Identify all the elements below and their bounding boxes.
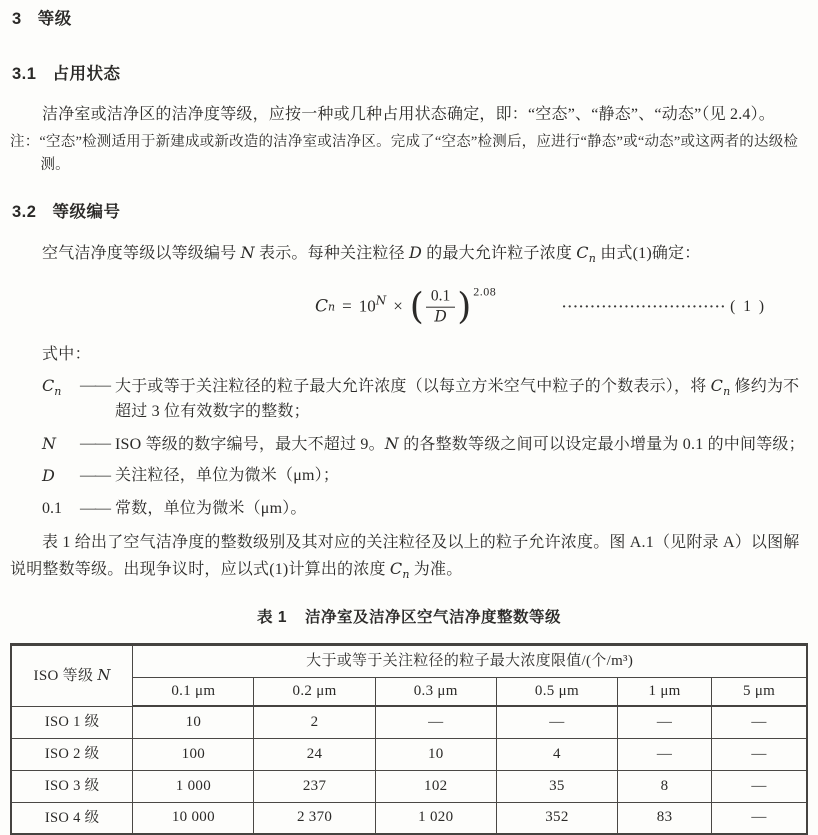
section-3-1-number: 3.1: [12, 64, 37, 83]
section-3-2-title: 等级编号: [52, 203, 121, 222]
table-cell: 1 020: [375, 802, 496, 834]
table-caption-label: 表 1: [257, 609, 287, 627]
table-cell: 2 370: [254, 802, 375, 834]
table-cell: 102: [375, 770, 496, 802]
leader-dots: ·····························: [561, 300, 727, 316]
definition-row-01: [42, 497, 808, 522]
column-header-0-2um: 0.2 μm: [254, 677, 375, 706]
table-cell: —: [712, 706, 807, 738]
paragraph-occupancy-states: 洁净室或洁净区的洁净度等级，应按一种或几种占用状态确定，即：“空态”、“静态”、“动态”（见 2.4）。: [42, 105, 776, 123]
note-text: “空态”检测适用于新建成或新改造的洁净室或洁净区。完成了“空态”检测后，应进行“静态”或“动态”或这两者的达级检测。: [39, 134, 799, 174]
multiply-sign: ×: [393, 297, 403, 317]
definition-symbol: N: [42, 433, 56, 453]
table-cell: —: [618, 706, 712, 738]
column-header-5um: 5 μm: [712, 677, 807, 706]
table-cell: 8: [618, 770, 712, 802]
equals-sign: =: [342, 297, 352, 317]
equation-number: ( 1 ): [730, 298, 766, 316]
table-cell: 4: [496, 738, 617, 770]
table-cell: 10: [375, 738, 496, 770]
column-header-0-3um: 0.3 μm: [375, 677, 496, 706]
row-label: ISO 2 级: [11, 738, 133, 770]
row-label: ISO 4 级: [11, 802, 133, 834]
table-cell: —: [618, 738, 712, 770]
table-row-iso3: [11, 770, 807, 802]
fraction-numerator: 0.1: [426, 288, 455, 308]
definition-dash: ——: [80, 376, 110, 394]
cleanliness-class-table: [10, 643, 808, 835]
section-3-1-heading: [12, 63, 808, 87]
paragraph-class-designation: 空气洁净度等级以等级编号 N 表示。每种关注粒径 D 的最大允许粒子浓度 $C_n$ 由式(1)确定：: [42, 243, 701, 266]
table-caption-title: 洁净室及洁净区空气洁净度整数等级: [304, 609, 561, 627]
definition-dash: ——: [80, 467, 110, 485]
definition-dash: ——: [80, 434, 110, 452]
section-3-title: 等级: [37, 10, 72, 28]
definition-dash: ——: [80, 500, 110, 518]
table-cell: 1 000: [133, 770, 254, 802]
equation-exponent: 2.08: [473, 284, 497, 299]
table-cell: 35: [496, 770, 617, 802]
column-header-1um: 1 μm: [618, 677, 712, 706]
definition-row-d: [42, 464, 808, 490]
section-3-2-heading: [12, 201, 808, 225]
equation-1: C n = 10 $^N$ × ( $\frac{0.1}{D}$ ) 2.08: [315, 284, 497, 328]
definition-text: 大于或等于关注粒径的粒子最大允许浓度（以每立方米空气中粒子的个数表示），将 $C_n$ 修约为不超过 3 位有效数字的整数；: [115, 375, 800, 420]
table-span-header: 大于或等于关注粒径的粒子最大浓度限值/(个/m³): [133, 644, 807, 677]
symbol-definitions: [42, 374, 808, 522]
column-header-0-5um: 0.5 μm: [496, 677, 617, 706]
equation-leader: [562, 296, 766, 318]
table-cell: 100: [133, 738, 254, 770]
table-cell: 83: [618, 802, 712, 834]
table-cell: —: [712, 738, 807, 770]
table-cell: —: [496, 706, 617, 738]
section-3-heading: [12, 8, 808, 32]
definition-row-cn: [42, 374, 808, 425]
paragraph-table-intro: 表 1 给出了空气洁净度的整数级别及其对应的关注粒径及以上的粒子允许浓度。图 A.1（见附录 A）以图解说明整数等级。出现争议时，应以式(1)计算出的浓度 $C_n$ 为准。: [10, 534, 800, 581]
table-cell: —: [712, 802, 807, 834]
definition-row-n: [42, 432, 808, 458]
table-cell: 10 000: [133, 802, 254, 834]
definition-text: 常数，单位为微米（μm）。: [115, 500, 307, 518]
fraction: [426, 288, 455, 327]
table-cell: 2: [254, 706, 375, 738]
column-header-0-1um: 0.1 μm: [133, 677, 254, 706]
table-cell: 24: [254, 738, 375, 770]
table-row-iso4: [11, 802, 807, 834]
equation-lhs-subscript: n: [328, 300, 336, 314]
note-label: 注：: [10, 134, 40, 151]
table-cell: 352: [496, 802, 617, 834]
note-occupancy: [10, 131, 808, 177]
table-corner-header: ISO 等级 N: [11, 644, 133, 706]
section-3-2-number: 3.2: [12, 203, 37, 222]
definition-symbol: $C_n$: [42, 375, 62, 398]
equation-base-exponent: N: [375, 293, 387, 308]
section-3-1-title: 占用状态: [52, 64, 121, 83]
table-row-iso2: [11, 738, 807, 770]
row-label: ISO 1 级: [11, 706, 133, 738]
table-cell: —: [375, 706, 496, 738]
table-cell: 237: [254, 770, 375, 802]
definition-symbol: D: [42, 466, 55, 486]
table-row-iso1: [11, 706, 807, 738]
table-cell: —: [712, 770, 807, 802]
equation-lhs: C: [315, 297, 329, 318]
section-3-number: 3: [12, 10, 22, 28]
definition-symbol: 0.1: [42, 500, 62, 518]
fraction-denominator: D: [434, 307, 447, 326]
row-label: ISO 3 级: [11, 770, 133, 802]
definition-text: ISO 等级的数字编号，最大不超过 9。N 的各整数等级之间可以设定最小增量为 0.1 的中间等级；: [115, 433, 805, 453]
equation-base: 10: [358, 297, 376, 317]
table-cell: 10: [133, 706, 254, 738]
table-1-caption: [10, 607, 808, 629]
where-clause-label: 式中：: [42, 346, 91, 364]
equation-1-row: [10, 281, 808, 333]
definition-text: 关注粒径，单位为微米（μm）；: [115, 467, 340, 485]
